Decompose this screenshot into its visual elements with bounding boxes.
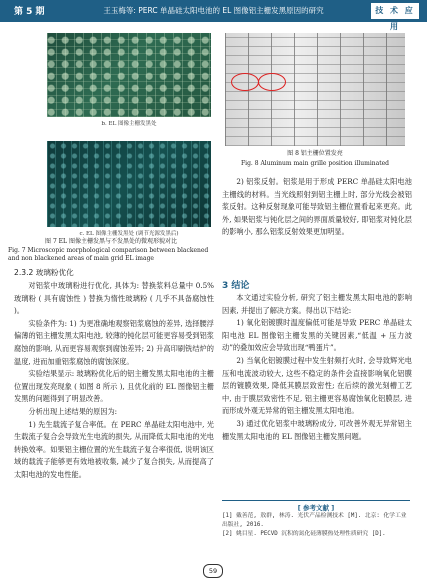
figure-7b-image [47,33,211,117]
highlight-ring [231,73,259,91]
section-tag: 技 术 应 用 [371,3,419,19]
figure-7c-image [47,141,211,227]
reference-item: [2] 姚目星. PECVD 沉积的氮化硅薄膜热处理性质研究 [D]. [222,531,386,537]
reference-item: [1] 戴善范, 敖群, 林涛. 光伏产品检测技术 [M]. 北京: 化学工业出版社, 2016. [222,513,407,528]
paragraph: 1) 氧化铝镀膜时温度偏低可能是导致 PERC 单晶硅太阳电池 EL 图像铝主栅发黑的关键因素,“低温 + 压力波动”的叠加效应会导致出现“鸭蛋片”。 [222,318,412,353]
page-header [0,0,427,31]
conclusion-text [222,292,412,443]
figure-8-caption-en: Fig. 8 Aluminum main grille position illuminated [240,160,390,167]
section-heading-2-3-2: 2.3.2 玻璃粉优化 [14,268,74,277]
paragraph: 实验条件为: 1) 为更准确地观察铝浆腐蚀的差异, 选择腰浮偏薄的铝主栅发黑太阳电池, 较薄的钝化层可能更容易受到铝浆腐蚀的影响, 从而更容易观察到腐蚀差异; 2) 升高印刷铣结炉的温度, 进而加重铝浆腐蚀的腐蚀深度。 [14,318,214,366]
paragraph: 对铝浆中玻璃粉进行优化, 具体为: 替换浆料总量中 0.5% 玻璃粉 ( 具有腐蚀性 ) 替换为惰性玻璃粉 ( 几乎不具备腐蚀性 )。 [14,281,214,316]
paragraph: 本文通过实验分析, 研究了铝主栅发黑太阳电池的影响因素, 并提出了解决方案。得出以下结论: [222,293,412,315]
paragraph: 实验结果显示: 玻璃粉优化后的铝主栅发黑太阳电池的主栅位置出现发亮现象 ( 如图 8 所示 ), 且优化前的 EL 图像铝主栅发黑的问题得到了明显改善。 [14,369,214,404]
right-column-top-text [222,176,412,239]
paragraph: 分析出现上述结果的原因为: [28,406,118,416]
issue-number: 第 5 期 [14,7,45,17]
references-heading: [ 参考文献 ] [222,500,410,512]
figure-7-caption-cn: 图 7 EL 图像主栅发黑与不发黑处的微观形貌对比 [45,238,177,245]
paragraph: 2) 当氧化铝镀膜过程中发生射频打火时, 会导致辉光电压和电流波动较大, 这些不稳定的条件会直接影响氧化铝膜层的镀膜效果, 降低其膜层致密性; 在后续的激光刻槽工艺中, 由于膜层致密性不足, 铝主栅更容易腐蚀氧化铝膜层, 进而形成外观无异常的铝主栅发黑太阳电池。 [222,355,412,416]
paragraph: 1) 先生载流子复合率低。在 PERC 单晶硅太阳电池中, 光生载流子复合会导致光生电流的损失, 从而降低太阳电池的光电转换效率。如果铝主栅位置的光生载流子复合率很低, 说明该区域的载流子能够更有效地被收集, 减少了复合损失, 从而提高了太阳电池的发电性能。 [14,419,214,479]
left-column-text [14,280,214,482]
page-number: 59 [203,564,223,578]
section-heading-conclusion: 3 结论 [222,281,250,291]
figure-8-image [225,33,405,146]
figure-8-caption-cn: 图 8 铝主栅位置发亮 [287,150,343,157]
figure-7b-caption: b. EL 图像主栅发黑处 [101,121,157,127]
paragraph: 3) 通过优化铝浆中玻璃粉成分, 可改善外观无异常铝主栅发黑太阳电池的 EL 图像铝主栅发黑问题。 [222,418,412,441]
references [222,500,410,539]
figure-7-caption-en: Fig. 7 Microscopic morphological comparison between blackened and non blackened areas of main grid EL image [8,247,209,262]
figure-7c-caption: c. EL 图像主栅发黑处 (调节光源发黑后) [79,231,179,237]
running-title: 王玉梅等: PERC 单晶硅太阳电池的 EL 图像铝主栅发黑原因的研究 [103,6,324,15]
highlight-ring [258,73,286,91]
paragraph: 2) 铝浆反射。铝浆是用于形成 PERC 单晶硅太阳电池主栅线的材料。当光线照射到铝主栅上时, 部分光线会被铝浆反射。这种反射现象可能导致铝主栅位置看起来更亮。此外, 如果铝浆与钝化层之间的界面质量较好, 即铝浆对钝化层的影响小, 那么铝浆反射效果更加明显。 [222,177,412,237]
